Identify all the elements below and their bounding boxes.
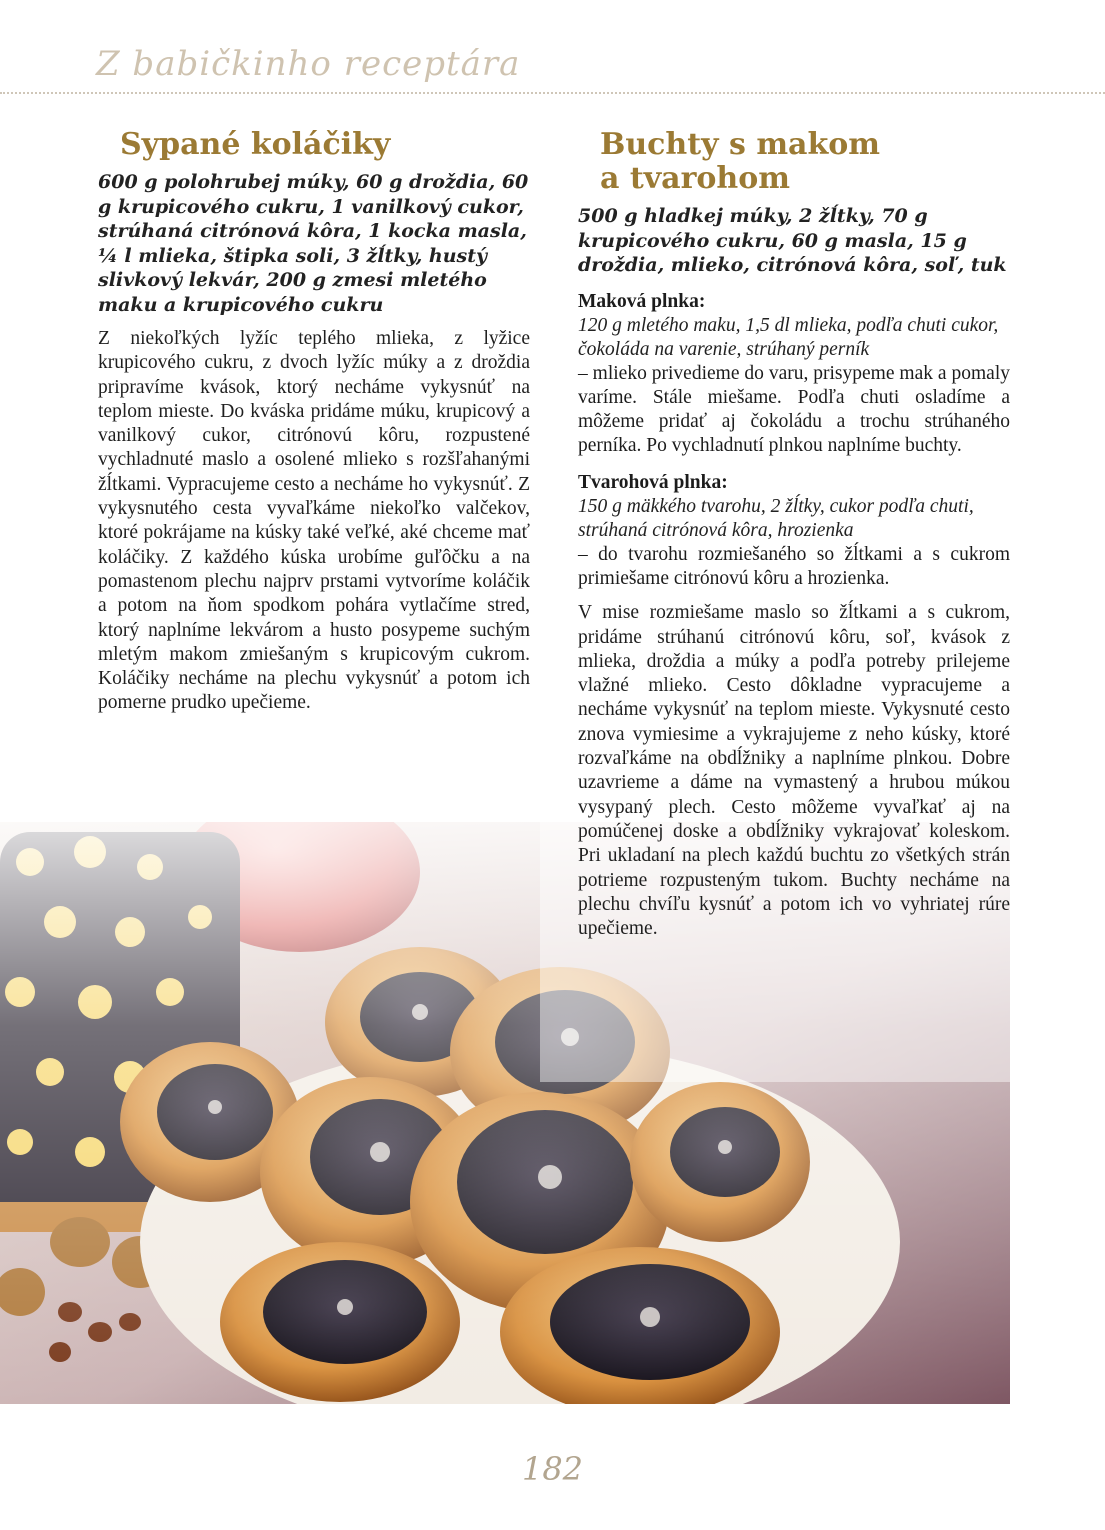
- recipe-instructions: Z niekoľkých lyžíc teplého mlieka, z lyžice krupicového cukru, z dvoch lyžíc múky a z droždia pripravíme kvások, ktorý necháme vykysnúť na teplom mieste. Do kváska pridáme múku, krupicový a vanilkový cukor, citrónovú kôru, rozpustené vychladnuté maslo a osolené mlieko s rozšľahanými žĺtkami. Vypracujeme cesto a necháme ho vykysnúť. Z vykysnutého cesta vyvaľkáme niekoľko valčekov, ktoré pokrájame na kúsky také veľké, aké chceme mať koláčiky. Z každého kúska urobíme guľôčku a na pomastenom plechu najprv prstami vytvoríme koláčik a potom na ňom spodkom pohára vytlačíme stred, ktorý naplníme lekvárom a husto posypeme suchým mletým makom zmiešaným s krupicovým cukrom. Koláčiky necháme na plechu vykysnúť a potom ich pomerne prudko upečieme.: [98, 328, 530, 714]
- ingredients-list: 600 g polohrubej múky, 60 g droždia, 60 g krupicového cukru, 1 vanilkový cukor, strúhaná citrónová kôra, 1 kocka masla, ¼ l mlieka, štipka soli, 3 žĺtky, hustý slivkový lekvár, 200 g zmesi mletého maku a krupicového cukru: [98, 171, 529, 316]
- curd-filling-title: Tvarohová plnka:: [578, 471, 728, 493]
- recipe-title-line1: Buchty s makom: [600, 127, 881, 162]
- recipe-instructions: V mise rozmiešame maslo so žĺtkami a s cukrom, pridáme strúhanú citrónovú kôru, soľ, kvások z mlieka, droždia a múky a podľa potreby prilejeme vlažné mlieko. Cesto dôkladne vypracujeme a necháme vykysnúť na teplom mieste. Vykysnuté cesto znova vymiesime a vykrajujeme z neho kúsky, ktoré rozvaľkáme na obdĺžniky a naplníme plnkou. Dobre uzavrieme a dáme na vymastený a hrubou múkou vysypaný plech. Cesto môžeme vyvaľkať aj na pomúčenej doske a obdĺžniky vykrajovať koleskom. Pri ukladaní na plech každú buchtu zo všetkých strán potrieme rozpusteným tukom. Buchty necháme na plechu chvíľu kysnúť a potom ich vo vyhriatej rúre upečieme.: [578, 602, 1010, 940]
- header-divider: [0, 92, 1105, 94]
- poppy-filling-title: Maková plnka:: [578, 290, 706, 312]
- curd-filling-ingredients: 150 g mäkkého tvarohu, 2 žĺtky, cukor podľa chuti, strúhaná citrónová kôra, hrozienka: [578, 495, 974, 541]
- poppy-filling-ingredients: 120 g mletého maku, 1,5 dl mlieka, podľa chuti cukor, čokoláda na varenie, strúhaný perník: [578, 314, 999, 360]
- ingredients-list: 500 g hladkej múky, 2 žĺtky, 70 g krupicového cukru, 60 g masla, 15 g droždia, mlieko, citrónová kôra, soľ, tuk: [578, 205, 1007, 276]
- recipe-title-buchty: [578, 128, 1010, 196]
- poppy-filling-instructions: – mlieko privedieme do varu, prisypeme mak a pomaly varíme. Stále miešame. Podľa chuti osladíme a môžeme pridať aj čokoládu a trochu strúhaného perníka. Po vychladnutí plnkou naplníme buchty.: [578, 362, 1010, 457]
- recipe-title-sypane-kolaciky: Sypané koláčiky: [120, 127, 391, 162]
- curd-filling-instructions: – do tvarohu rozmiešaného so žĺtkami a s cukrom primiešame citrónovú kôru a hrozienka.: [578, 543, 1010, 589]
- running-head: Z babičkinho receptára: [96, 44, 521, 84]
- recipe-title-line2: a tvarohom: [600, 161, 790, 196]
- page-number: 182: [521, 1450, 584, 1488]
- right-column: [578, 128, 1010, 941]
- left-column: [98, 128, 530, 716]
